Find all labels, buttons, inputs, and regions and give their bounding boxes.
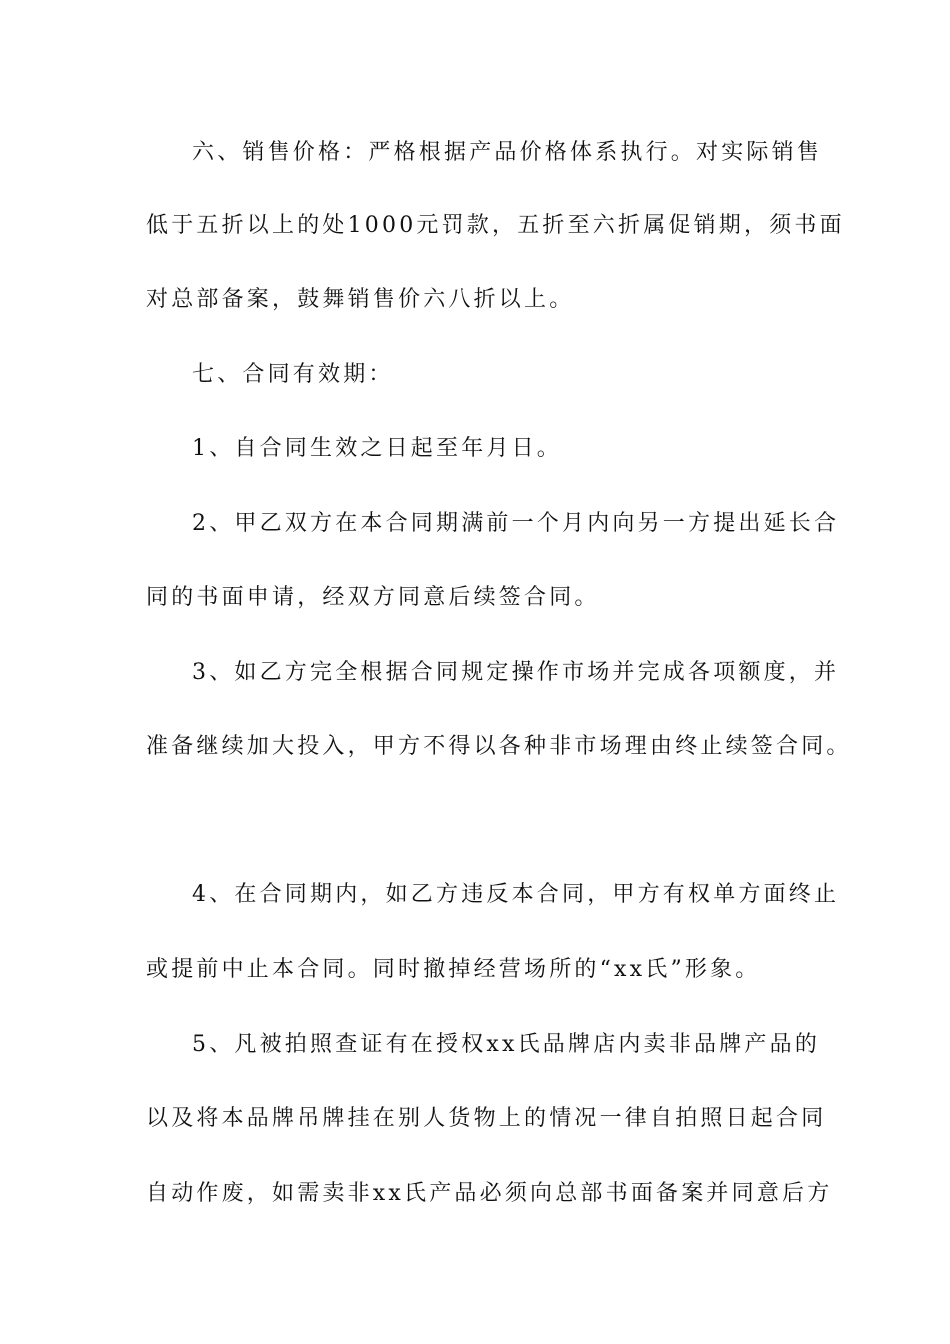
item-3-line-1: 3、如乙方完全根据合同规定操作市场并完成各项额度，并 (192, 660, 840, 685)
item-4-line-2: 或提前中止本合同。同时撤掉经营场所的“xx氏”形象。 (146, 957, 761, 982)
item-5-line-3: 自动作废，如需卖非xx氏产品必须向总部书面备案并同意后方 (146, 1181, 833, 1206)
section-7-heading: 七、合同有效期： (192, 362, 394, 387)
item-2-line-2: 同的书面申请，经双方同意后续签合同。 (146, 585, 600, 610)
item-1-line-1: 1、自合同生效之日起至年月日。 (192, 436, 562, 461)
item-4-line-1: 4、在合同期内，如乙方违反本合同，甲方有权单方面终止 (192, 882, 840, 907)
paragraph-6-line-2: 低于五折以上的处1000元罚款，五折至六折属促销期，须书面 (146, 213, 845, 238)
item-3-line-2: 准备继续加大投入，甲方不得以各种非市场理由终止续签合同。 (146, 734, 852, 759)
paragraph-6-line-3: 对总部备案，鼓舞销售价六八折以上。 (146, 287, 575, 312)
item-5-line-1: 5、凡被拍照查证有在授权xx氏品牌店内卖非品牌产品的 (192, 1032, 821, 1057)
paragraph-6-line-1: 六、销售价格：严格根据产品价格体系执行。对实际销售 (192, 140, 823, 165)
item-5-line-2: 以及将本品牌吊牌挂在别人货物上的情况一律自拍照日起合同 (146, 1106, 827, 1131)
item-2-line-1: 2、甲乙双方在本合同期满前一个月内向另一方提出延长合 (192, 511, 840, 536)
